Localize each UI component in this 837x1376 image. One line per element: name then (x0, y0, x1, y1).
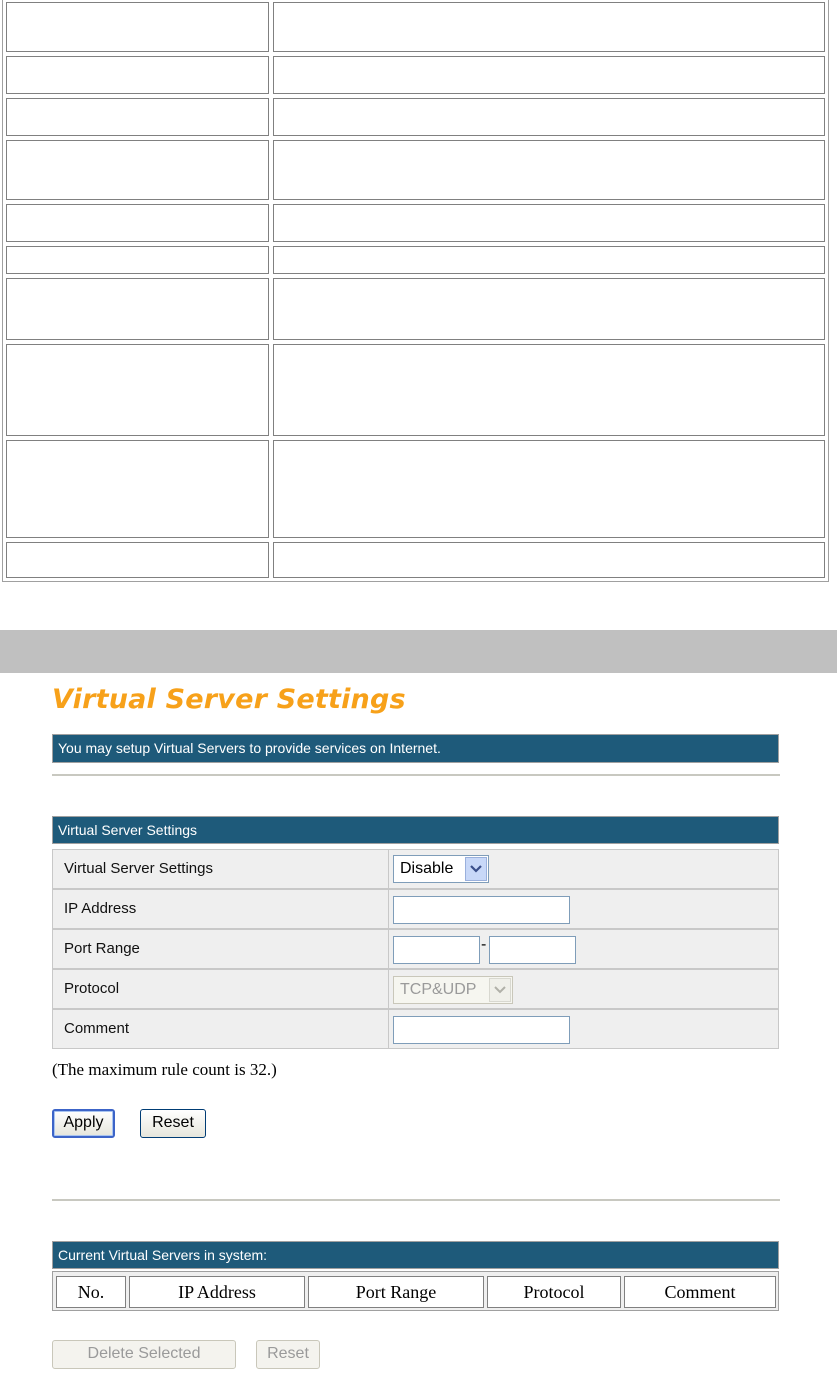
table-cell (273, 542, 825, 578)
comment-row (52, 1009, 779, 1049)
table-row (6, 56, 825, 94)
table-row (6, 2, 825, 52)
table-cell (6, 440, 269, 538)
port-range-to-input[interactable] (489, 936, 576, 964)
protocol-row (52, 969, 779, 1009)
table-cell (6, 56, 269, 94)
protocol-label: Protocol (53, 970, 389, 1008)
comment-label: Comment (53, 1010, 389, 1048)
table-cell (6, 140, 269, 200)
divider (52, 774, 780, 776)
table-row (6, 344, 825, 436)
table-cell (273, 98, 825, 136)
column-header-comment: Comment (624, 1276, 776, 1308)
settings-section-header: Virtual Server Settings (52, 816, 779, 844)
delete-selected-button[interactable]: Delete Selected (52, 1340, 236, 1369)
apply-button[interactable]: Apply (52, 1109, 115, 1138)
list-reset-button[interactable]: Reset (256, 1340, 320, 1369)
table-cell (273, 344, 825, 436)
port-range-from-input[interactable] (393, 936, 480, 964)
virtual-server-enable-label: Virtual Server Settings (53, 850, 389, 888)
current-servers-table (52, 1271, 779, 1311)
virtual-server-enable-select[interactable] (393, 855, 489, 883)
column-header-port-range: Port Range (308, 1276, 484, 1308)
protocol-select[interactable] (393, 976, 513, 1004)
table-row (6, 140, 825, 200)
table-cell (6, 98, 269, 136)
port-range-row (52, 929, 779, 969)
table-row (6, 98, 825, 136)
table-cell (6, 278, 269, 340)
description-table (2, 0, 829, 582)
ip-address-label: IP Address (53, 890, 389, 928)
current-servers-header: Current Virtual Servers in system: (52, 1241, 779, 1269)
table-cell (6, 344, 269, 436)
table-row (6, 542, 825, 578)
table-row (6, 246, 825, 274)
table-row (6, 278, 825, 340)
intro-bar: You may setup Virtual Servers to provide services on Internet. (52, 734, 779, 763)
table-cell (6, 246, 269, 274)
max-rule-note: (The maximum rule count is 32.) (52, 1060, 277, 1079)
table-cell (273, 204, 825, 242)
divider (52, 1199, 780, 1201)
ip-address-row (52, 889, 779, 929)
port-range-separator: - (481, 936, 487, 953)
section-separator-band (0, 630, 837, 673)
table-cell (273, 246, 825, 274)
comment-input[interactable] (393, 1016, 570, 1044)
select-value: Disable (400, 860, 454, 877)
page-title: Virtual Server Settings (52, 684, 406, 715)
column-header-ip-address: IP Address (129, 1276, 305, 1308)
port-range-label: Port Range (53, 930, 389, 968)
table-cell (6, 204, 269, 242)
virtual-server-enable-row (52, 849, 779, 889)
column-header-no: No. (56, 1276, 126, 1308)
table-cell (273, 440, 825, 538)
reset-button[interactable]: Reset (140, 1109, 206, 1138)
select-value: TCP&UDP (400, 981, 477, 998)
table-cell (273, 56, 825, 94)
table-cell (273, 2, 825, 52)
table-row (6, 204, 825, 242)
ip-address-input[interactable] (393, 896, 570, 924)
chevron-down-icon (489, 978, 511, 1002)
table-cell (273, 140, 825, 200)
table-cell (273, 278, 825, 340)
table-cell (6, 542, 269, 578)
table-cell (6, 2, 269, 52)
column-header-protocol: Protocol (487, 1276, 621, 1308)
table-row (6, 440, 825, 538)
chevron-down-icon[interactable] (465, 857, 487, 881)
